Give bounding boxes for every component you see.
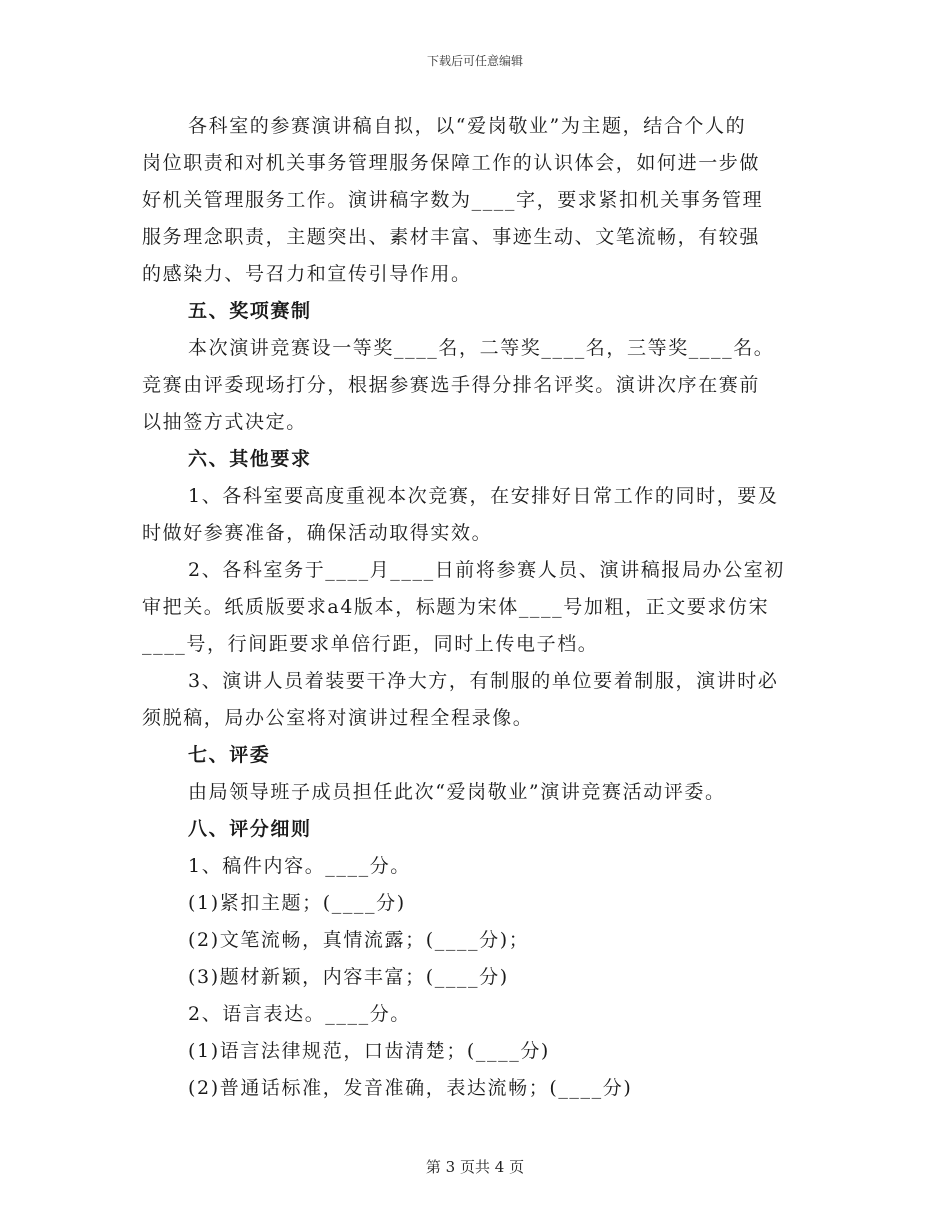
text-line: 好机关管理服务工作。演讲稿字数为____字，要求紧扣机关事务管理 [142, 189, 764, 211]
text-line: 2、各科室务于____月____日前将参赛人员、演讲稿报局办公室初 [188, 559, 785, 581]
text-line: 本次演讲竞赛设一等奖____名，二等奖____名，三等奖____名。 [188, 337, 775, 359]
section-heading: 六、其他要求 [188, 448, 312, 470]
section-heading: 五、奖项赛制 [188, 300, 312, 322]
text-line: 各科室的参赛演讲稿自拟，以“爱岗敬业”为主题，结合个人的 [188, 115, 747, 137]
text-line: (2)普通话标准，发音准确，表达流畅；(____分) [188, 1077, 633, 1099]
text-line: 1、各科室要高度重视本次竞赛，在安排好日常工作的同时，要及 [188, 485, 779, 507]
text-line: 1、稿件内容。____分。 [188, 855, 411, 877]
page-footer: 第 3 页共 4 页 [425, 1158, 525, 1176]
text-line: 竞赛由评委现场打分，根据参赛选手得分排名评奖。演讲次序在赛前 [142, 374, 761, 396]
section-heading: 七、评委 [188, 744, 271, 766]
text-line: 以抽签方式决定。 [142, 411, 307, 433]
page-header: 下载后可任意编辑 [426, 54, 523, 68]
text-line: 岗位职责和对机关事务管理服务保障工作的认识体会，如何进一步做 [142, 152, 761, 174]
text-line: 审把关。纸质版要求a4版本，标题为宋体____号加粗，正文要求仿宋 [142, 596, 770, 618]
text-line: (1)语言法律规范，口齿清楚；(____分) [188, 1040, 550, 1062]
text-line: 3、演讲人员着装要干净大方，有制服的单位要着制服，演讲时必 [188, 670, 779, 692]
text-line: (3)题材新颖，内容丰富；(____分) [188, 966, 509, 988]
text-line: 须脱稿，局办公室将对演讲过程全程录像。 [142, 707, 534, 729]
text-line: (2)文笔流畅，真情流露；(____分)； [188, 929, 530, 951]
section-heading: 八、评分细则 [188, 818, 312, 840]
text-line: 的感染力、号召力和宣传引导作用。 [142, 263, 472, 285]
text-line: 由局领导班子成员担任此次“爱岗敬业”演讲竞赛活动评委。 [188, 781, 726, 803]
text-line: 服务理念职责，主题突出、素材丰富、事迹生动、文笔流畅，有较强 [142, 226, 761, 248]
document-body [142, 108, 812, 1107]
text-line: ____号，行间距要求单倍行距，同时上传电子档。 [142, 633, 599, 655]
text-line: (1)紧扣主题；(____分) [188, 892, 406, 914]
text-line: 时做好参赛准备，确保活动取得实效。 [142, 522, 493, 544]
text-line: 2、语言表达。____分。 [188, 1003, 411, 1025]
